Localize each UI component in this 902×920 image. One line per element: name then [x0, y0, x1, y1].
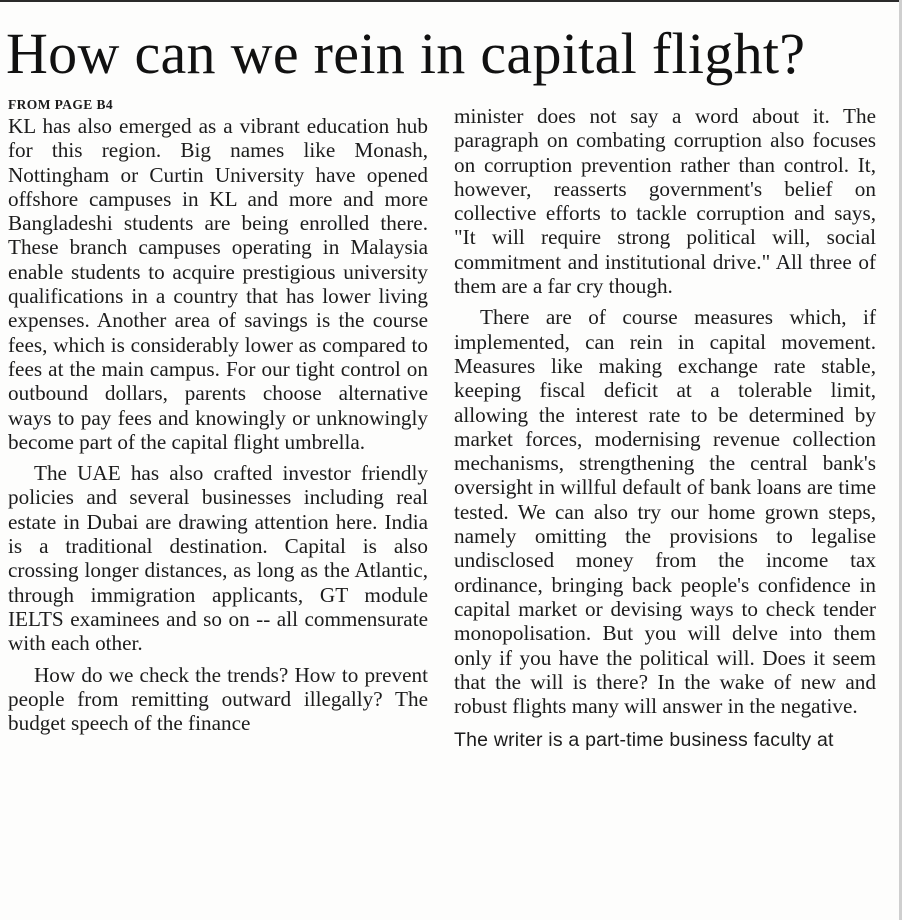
from-page-label: FROM PAGE B4	[8, 97, 114, 112]
paragraph: The UAE has also crafted investor friendly policies and several businesses including real estate in Dubai are drawing attention here. India is a traditional destination. Capital is also crossing longer distances, as long as the Atlantic, through immigration applicants, GT module IELTS examinees and so on -- all commensurate with each other.	[8, 461, 428, 656]
byline: The writer is a part-time business faculty at	[454, 729, 834, 752]
top-rule	[0, 0, 902, 2]
headline: How can we rein in capital flight?	[6, 21, 806, 86]
right-column	[454, 104, 876, 753]
left-column	[8, 96, 428, 735]
paragraph: There are of course measures which, if implemented, can rein in capital movement. Measures like making exchange rate stable, keeping fiscal deficit at a tolerable limit, allowing the interest rate to be determined by market forces, modernising revenue collection mechanisms, strengthening the central bank's oversight in willful default of bank loans are time tested. We can also try our home grown steps, namely omitting the provisions to legalise undisclosed money from the income tax ordinance, bringing back people's confidence in capital market or devising ways to check tender monopolisation. But you will delve into them only if you have the political will. Does it seem that the will is there? In the wake of new and robust flights many will answer in the negative.	[454, 305, 876, 719]
paragraph: How do we check the trends? How to prevent people from remitting outward illegally? The budget speech of the finance	[8, 662, 428, 736]
paragraph: minister does not say a word about it. The paragraph on combating corruption also focuses on corruption prevention rather than control. It, however, reasserts government's belief on collective efforts to tackle corruption and says, "It will require strong political will, social commitment and institutional drive." All three of them are a far cry though.	[454, 104, 876, 299]
paragraph: KL has also emerged as a vibrant education hub for this region. Big names like Monash, Nottingham or Curtin University have opened offshore campuses in KL and more and more Bangladeshi students are being enrolled there. These branch campuses operating in Malaysia enable students to acquire prestigious university qualifications in a country that has lower living expenses. Another area of savings is the course fees, which is considerably lower as compared to fees at the main campus. For our tight control on outbound dollars, parents choose alternative ways to pay fees and knowingly or unknowingly become part of the capital flight umbrella.	[8, 114, 428, 454]
